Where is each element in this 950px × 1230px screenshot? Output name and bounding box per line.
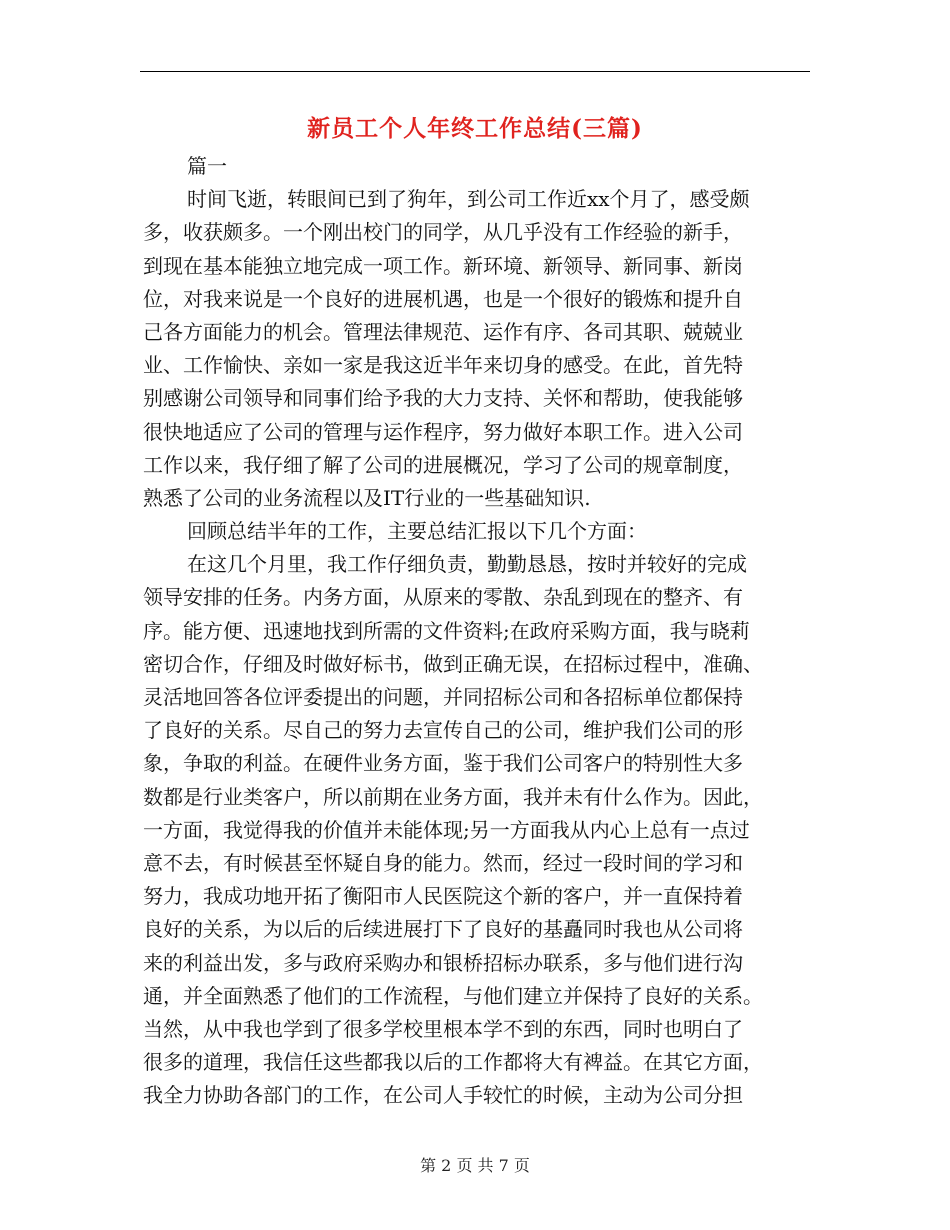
body-line: 密切合作，仔细及时做好标书，做到正确无误，在招标过程中，准确、 (143, 651, 763, 676)
body-line: 业、工作愉快、亲如一家是我这近半年来切身的感受。在此，首先特 (143, 353, 743, 378)
body-line: 了良好的关系。尽自己的努力去宣传自己的公司，维护我们公司的形 (143, 718, 743, 743)
body-line: 篇一 (187, 154, 227, 178)
body-line: 灵活地回答各位评委提出的问题，并同招标公司和各招标单位都保持 (143, 685, 743, 709)
body-line: 当然，从中我也学到了很多学校里根本学不到的东西，同时也明白了 (143, 1016, 743, 1041)
body-line: 很多的道理，我信任这些都我以后的工作都将大有裨益。在其它方面， (143, 1050, 763, 1075)
document-body (143, 150, 808, 1112)
body-line: 象，争取的利益。在硬件业务方面，鉴于我们公司客户的特别性大多 (143, 751, 743, 776)
body-line: 努力，我成功地开拓了衡阳市人民医院这个新的客户，并一直保持着 (143, 884, 743, 909)
body-line: 良好的关系，为以后的后续进展打下了良好的基矗同时我也从公司将 (143, 917, 743, 942)
body-line: 多，收获颇多。一个刚出校门的同学，从几乎没有工作经验的新手， (143, 220, 743, 245)
body-line: 来的利益出发，多与政府采购办和银桥招标办联系，多与他们进行沟 (143, 950, 743, 975)
body-line: 位，对我来说是一个良好的进展机遇，也是一个很好的锻炼和提升自 (143, 286, 743, 311)
document-title: 新员工个人年终工作总结(三篇) (307, 115, 643, 142)
body-line: 领导安排的任务。内务方面，从原来的零散、杂乱到现在的整齐、有 (143, 585, 743, 610)
body-line: 序。能方便、迅速地找到所需的文件资料;在政府采购方面，我与晓莉 (143, 618, 750, 643)
body-line: 工作以来，我仔细了解了公司的进展概况，学习了公司的规章制度， (143, 452, 743, 477)
body-line: 别感谢公司领导和同事们给予我的大力支持、关怀和帮助，使我能够 (143, 386, 743, 411)
page-number: 第 2 页 共 7 页 (420, 1156, 530, 1175)
body-line: 在这几个月里，我工作仔细负责，勤勤恳恳，按时并较好的完成 (187, 552, 747, 577)
body-line: 熟悉了公司的业务流程以及IT行业的一些基础知识. (143, 485, 591, 510)
header-rule (140, 71, 810, 72)
body-line: 到现在基本能独立地完成一项工作。新环境、新领导、新同事、新岗 (143, 253, 743, 278)
body-line: 回顾总结半年的工作，主要总结汇报以下几个方面： (187, 519, 647, 544)
body-line: 己各方面能力的机会。管理法律规范、运作有序、各司其职、兢兢业 (143, 319, 743, 344)
body-line: 我全力协助各部门的工作，在公司人手较忙的时候，主动为公司分担 (143, 1083, 743, 1108)
body-line: 时间飞逝，转眼间已到了狗年，到公司工作近xx个月了，感受颇 (187, 187, 750, 212)
body-line: 很快地适应了公司的管理与运作程序，努力做好本职工作。进入公司 (143, 419, 743, 444)
body-line: 通，并全面熟悉了他们的工作流程，与他们建立并保持了良好的关系。 (143, 983, 763, 1008)
body-line: 数都是行业类客户，所以前期在业务方面，我并未有什么作为。因此， (143, 784, 763, 809)
body-line: 意不去，有时候甚至怀疑自身的能力。然而，经过一段时间的学习和 (143, 850, 743, 875)
body-line: 一方面，我觉得我的价值并未能体现;另一方面我从内心上总有一点过 (143, 817, 750, 842)
